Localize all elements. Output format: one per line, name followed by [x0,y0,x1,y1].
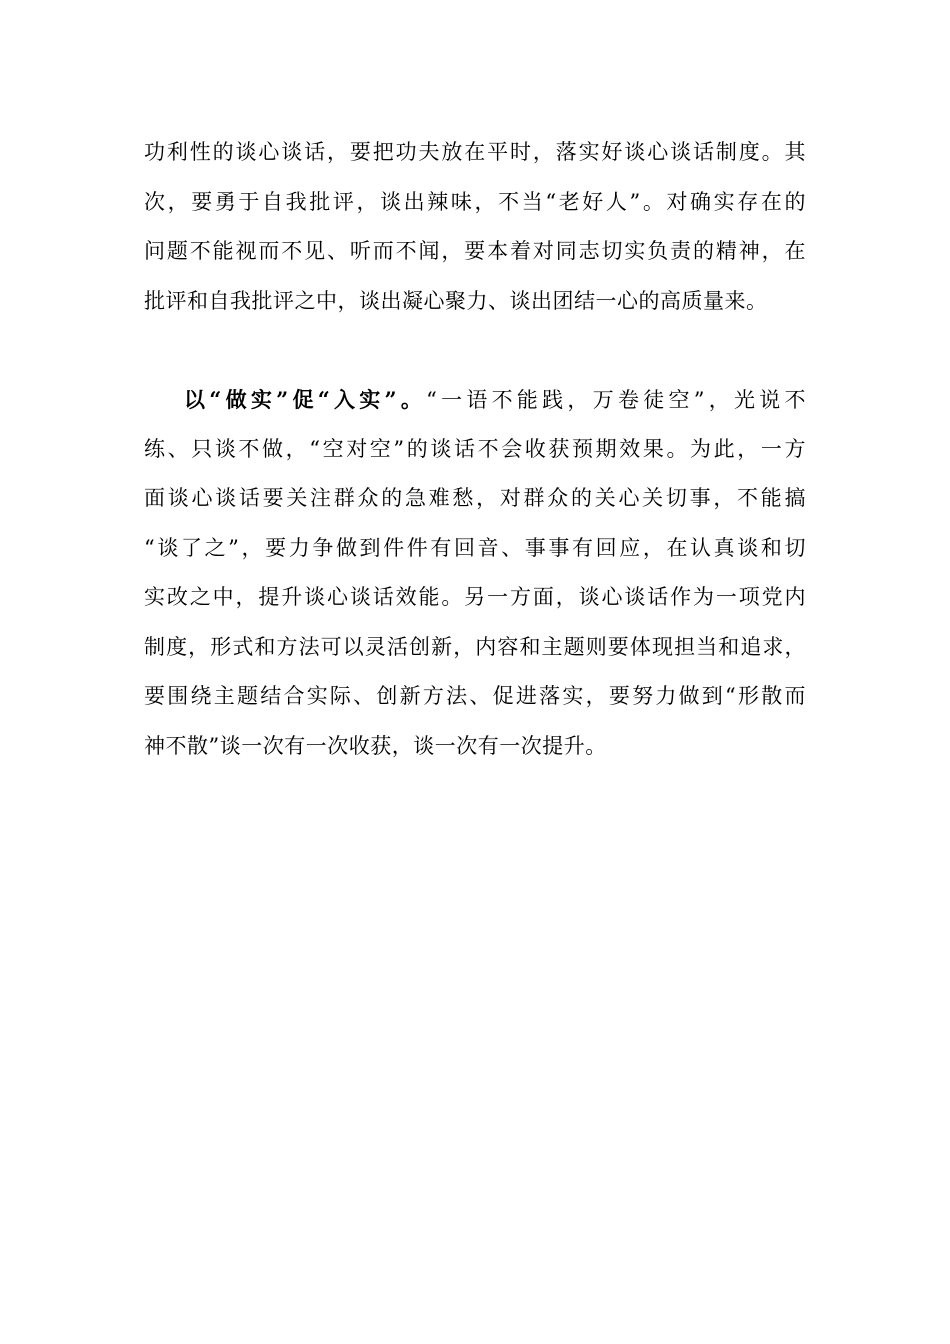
paragraph-first-line-text: “一语不能践，万卷徒空”，光说不 [426,388,806,412]
paragraph-line: “谈了之”，要力争做到件件有回音、事事有回应，在认真谈和切 [144,535,806,560]
paragraph-line: 批评和自我批评之中，谈出凝心聚力、谈出团结一心的高质量来。 [144,288,768,313]
paragraph-first-line [144,375,806,425]
paragraph-line: 练、只谈不做，“空对空”的谈话不会收获预期效果。为此，一方 [144,436,806,461]
paragraph-heading: 以“做实”促“入实”。 [184,387,427,412]
paragraph-2 [144,375,806,771]
paragraph-line: 要围绕主题结合实际、创新方法、促进落实，要努力做到“形散而 [144,684,806,708]
paragraph-line: 面谈心谈话要关注群众的急难愁，对群众的关心关切事，不能搞 [144,486,806,510]
paragraph-line: 次，要勇于自我批评，谈出辣味，不当“老好人”。对确实存在的 [144,189,806,214]
paragraph-line: 制度，形式和方法可以灵活创新，内容和主题则要体现担当和追求， [144,634,806,659]
paragraph-line: 实改之中，提升谈心谈话效能。另一方面，谈心谈话作为一项党内 [144,585,806,609]
paragraph-line: 问题不能视而不见、听而不闻，要本着对同志切实负责的精神，在 [144,239,806,263]
paragraph-line: 功利性的谈心谈话，要把功夫放在平时，落实好谈心谈话制度。其 [144,140,806,164]
paragraph-1 [144,128,806,326]
paragraph-line: 神不散”谈一次有一次收获，谈一次有一次提升。 [144,733,607,758]
